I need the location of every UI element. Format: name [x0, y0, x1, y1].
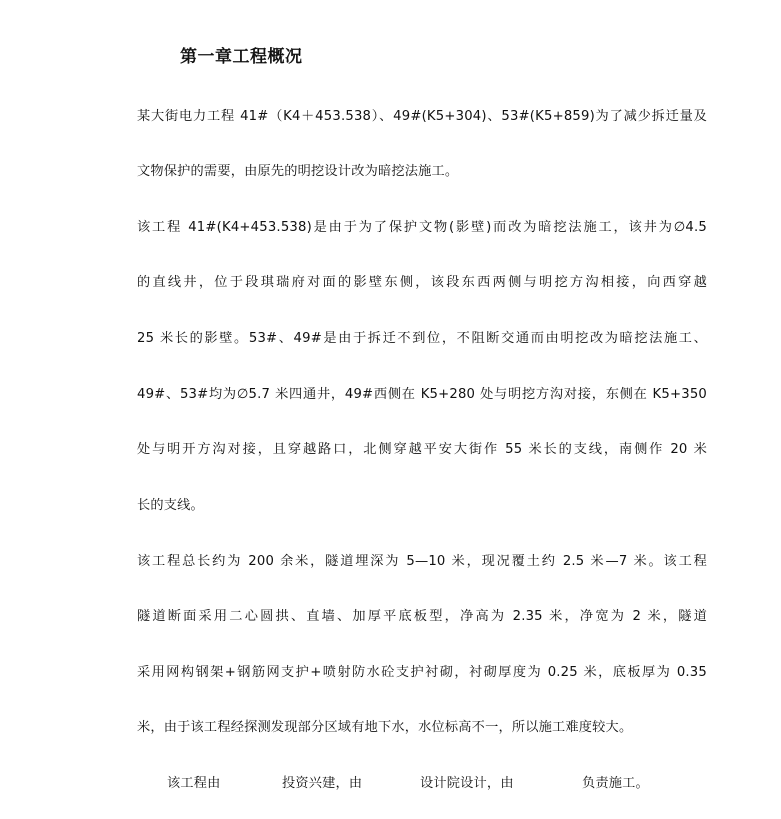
text-line: 长的支线。	[137, 498, 204, 513]
text-line: 该工程总长约为 200 余米，隧道埋深为 5—10 米，现况覆土约 2.5 米—7 米。该工程	[137, 554, 707, 569]
chapter-title: 第一章工程概况	[180, 47, 303, 67]
text-line: 的直线井，位于段琪瑞府对面的影壁东侧，该段东西两侧与明挖方沟相接，向西穿越	[137, 275, 707, 290]
final-text-part: 投资兴建，由	[282, 776, 363, 791]
final-text-part: 负责施工。	[582, 776, 649, 791]
text-line: 采用网构钢架+钢筋网支护+喷射防水砼支护衬砌，衬砌厚度为 0.25 米，底板厚为 0.35	[137, 665, 707, 680]
text-line: 该工程 41#(K4+453.538)是由于为了保护文物(影壁)而改为暗挖法施工，该井为∅4.5	[137, 220, 707, 235]
text-line: 处与明开方沟对接，且穿越路口，北侧穿越平安大街作 55 米长的支线，南侧作 20 米	[137, 442, 707, 457]
text-line: 某大街电力工程 41#（K4＋453.538）、49#(K5+304)、53#(K5+859)为了减少拆迁量及	[137, 109, 707, 124]
text-line: 49#、53#均为∅5.7 米四通井，49#西侧在 K5+280 处与明挖方沟对接，东侧在 K5+350	[137, 387, 707, 402]
text-line: 隧道断面采用二心圆拱、直墙、加厚平底板型，净高为 2.35 米，净宽为 2 米，隧道	[137, 609, 707, 624]
final-text-part: 设计院设计，由	[420, 776, 514, 791]
text-line: 文物保护的需要，由原先的明挖设计改为暗挖法施工。	[137, 164, 459, 179]
text-line: 米，由于该工程经探测发现部分区域有地下水，水位标高不一，所以施工难度较大。	[137, 720, 633, 735]
final-text-part: 该工程由	[167, 776, 221, 791]
text-line: 25 米长的影壁。53#、49#是由于拆迁不到位，不阻断交通而由明挖改为暗挖法施工、	[137, 331, 707, 346]
